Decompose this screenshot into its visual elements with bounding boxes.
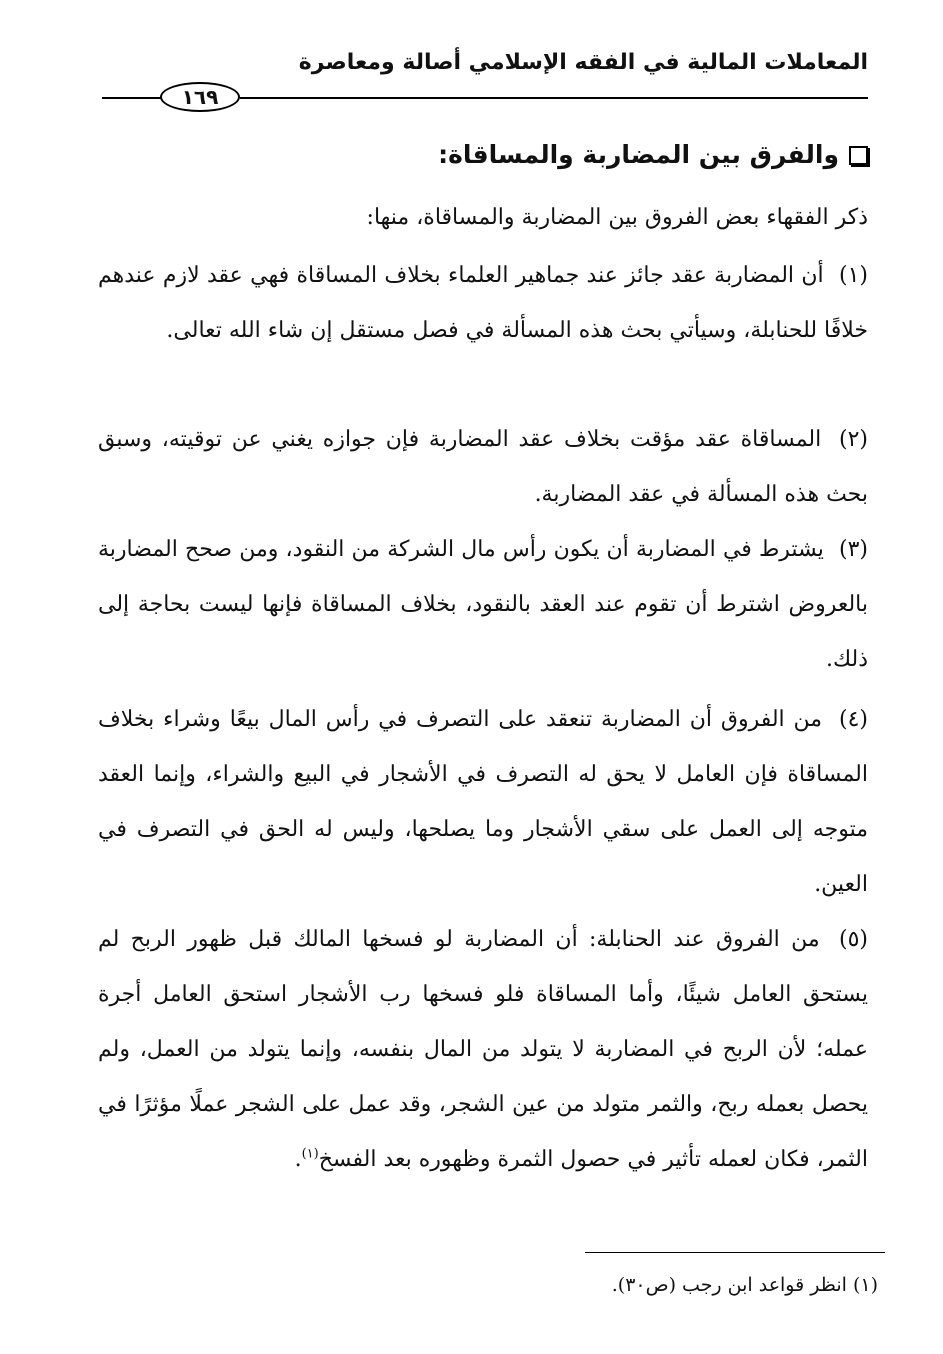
header-rule — [240, 97, 868, 99]
square-bullet-icon — [849, 146, 868, 165]
footnote-number: (١) — [852, 1274, 878, 1296]
list-item — [98, 912, 868, 1187]
list-item — [98, 248, 868, 358]
list-item — [98, 412, 868, 522]
item-text: من الفروق عند الحنابلة: أن المضاربة لو فسخها المالك قبل ظهور الربح لم يستحق العامل شيئًا، وأما المساقاة فلو فسخها رب الأشجار استحق العامل أجرة عمله؛ لأن الربح في المضاربة لا يتولد من المال بنفسه، وإنما يتولد من العمل، ولم يحصل بعمله ربح، والثمر متولد من عين الشجر، وقد عمل على الشجر عملًا مؤثرًا في الثمر، فكان لعمله تأثير في حصول الثمرة وظهوره بعد الفسخ — [98, 927, 869, 1172]
item-number: (١) — [839, 263, 869, 288]
item-number: (٣) — [838, 537, 868, 562]
running-header: المعاملات المالية في الفقه الإسلامي أصالة ومعاصرة — [298, 50, 868, 75]
footnote-text: انظر قواعد ابن رجب (ص٣٠). — [611, 1274, 847, 1296]
item-number: (٢) — [838, 427, 868, 452]
footnote-rule — [585, 1252, 885, 1253]
list-item — [98, 522, 868, 687]
header-rule-left — [102, 97, 162, 99]
item-text: من الفروق أن المضاربة تنعقد على التصرف في رأس المال بيعًا وشراء بخلاف المساقاة فإن العامل لا يحق له التصرف في الأشجار في البيع والشراء، وإنما العقد متوجه إلى العمل على سقي الأشجار وما يصلحها، وليس له الحق في التصرف في العين. — [98, 707, 868, 897]
item-number: (٤) — [838, 707, 868, 732]
footnote — [118, 1270, 878, 1300]
item-number: (٥) — [838, 927, 868, 952]
footnote-marker[interactable]: (١) — [301, 1146, 319, 1162]
page-number: ١٦٩ — [160, 82, 240, 112]
item-end-punctuation: . — [294, 1147, 302, 1172]
section-heading-text: والفرق بين المضاربة والمساقاة: — [438, 140, 839, 169]
item-text: أن المضاربة عقد جائز عند جماهير العلماء بخلاف المساقاة فهي عقد لازم عندهم خلافًا للحنابلة، وسيأتي بحث هذه المسألة في فصل مستقل إن شاء الله تعالى. — [98, 263, 868, 343]
item-text: المساقاة عقد مؤقت بخلاف عقد المضاربة فإن جوازه يغني عن توقيته، وسبق بحث هذه المسألة في عقد المضاربة. — [98, 427, 868, 507]
intro-paragraph: ذكر الفقهاء بعض الفروق بين المضاربة والمساقاة، منها: — [366, 205, 868, 230]
section-heading — [438, 138, 868, 172]
list-item — [98, 692, 868, 912]
item-text: يشترط في المضاربة أن يكون رأس مال الشركة من النقود، ومن صحح المضاربة بالعروض اشترط أن تقوم عند العقد بالنقود، بخلاف المساقاة فإنها ليست بحاجة إلى ذلك. — [98, 537, 868, 672]
